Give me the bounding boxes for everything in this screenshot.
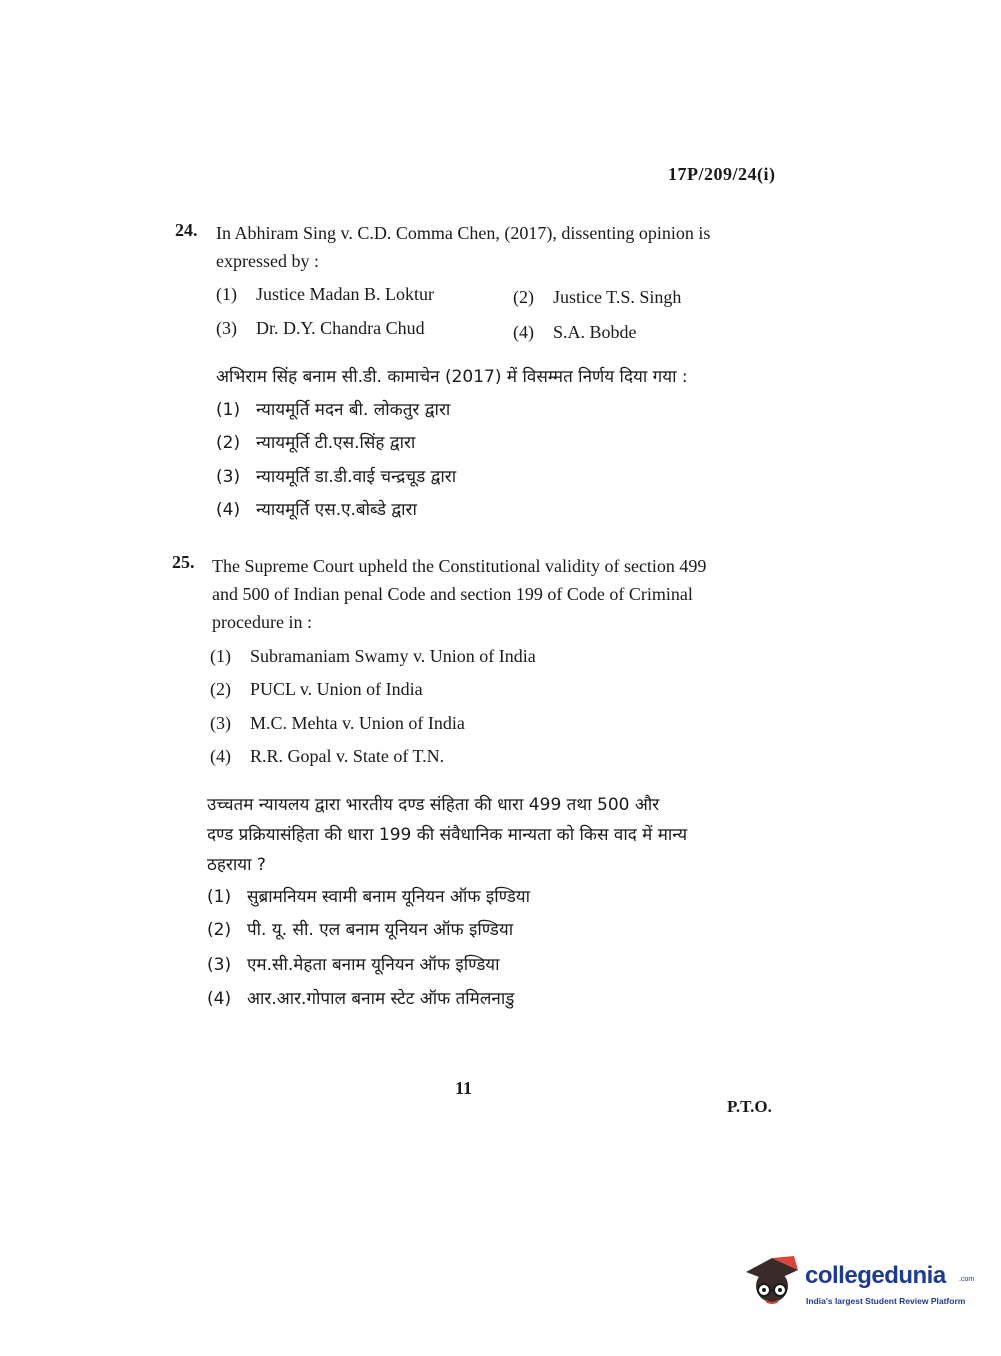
question-25-hindi-text: [207, 790, 807, 880]
question-25-hindi-option-2: (2) पी. यू. सी. एल बनाम यूनियन ऑफ इण्डिया: [207, 920, 514, 940]
question-25-line-2: and 500 of Indian penal Code and section 199 of Code of Criminal: [212, 584, 693, 604]
question-25-number: 25.: [172, 552, 195, 572]
question-25-option-3: (3) M.C. Mehta v. Union of India: [210, 713, 465, 733]
question-25-line-3: procedure in :: [212, 612, 312, 632]
question-24-hindi-text: अभिराम सिंह बनाम सी.डी. कामाचेन (2017) में विसम्मत निर्णय दिया गया :: [216, 367, 688, 387]
question-25-hindi-option-4: (4) आर.आर.गोपाल बनाम स्टेट ऑफ तमिलनाडु: [207, 989, 515, 1009]
question-24-option-3: (3) Dr. D.Y. Chandra Chud: [216, 318, 425, 338]
collegedunia-mascot-icon: [740, 1252, 804, 1310]
question-25-option-4: (4) R.R. Gopal v. State of T.N.: [210, 746, 445, 766]
question-25-hindi-option-1: (1) सुब्रामनियम स्वामी बनाम यूनियन ऑफ इण्डिया: [207, 887, 531, 907]
question-24-option-1: (1) Justice Madan B. Loktur: [216, 284, 434, 304]
question-24-hindi-option-4: (4) न्यायमूर्ति एस.ए.बोब्डे द्वारा: [216, 500, 417, 520]
question-25-option-1: (1) Subramaniam Swamy v. Union of India: [210, 646, 536, 666]
question-25-hindi-line-2: दण्ड प्रक्रियासंहिता की धारा 199 की संवैधानिक मान्यता को किस वाद में मान्य: [207, 825, 688, 845]
collegedunia-brand: collegedunia: [805, 1262, 946, 1289]
question-25-option-2: (2) PUCL v. Union of India: [210, 679, 423, 699]
question-25-hindi-line-1: उच्चतम न्यायलय द्वारा भारतीय दण्ड संहिता की धारा 499 तथा 500 और: [207, 795, 660, 815]
question-25-line-1: The Supreme Court upheld the Constitutional validity of section 499: [212, 556, 707, 576]
page-number: 11: [455, 1078, 473, 1098]
question-24-hindi-option-1: (1) न्यायमूर्ति मदन बी. लोकतुर द्वारा: [216, 400, 451, 420]
question-24-line-1: In Abhiram Sing v. C.D. Comma Chen, (2017), dissenting opinion is: [216, 223, 711, 243]
question-24-number: 24.: [175, 220, 198, 240]
question-25-hindi-line-3: ठहराया ?: [207, 855, 266, 875]
question-24-option-4: (4) S.A. Bobde: [513, 322, 637, 342]
question-24-hindi-option-2: (2) न्यायमूर्ति टी.एस.सिंह द्वारा: [216, 433, 416, 453]
question-24-line-2: expressed by :: [216, 251, 319, 271]
pto-label: P.T.O.: [727, 1097, 772, 1116]
collegedunia-tagline: India's largest Student Review Platform: [806, 1296, 966, 1306]
question-25-hindi-option-3: (3) एम.सी.मेहता बनाम यूनियन ऑफ इण्डिया: [207, 955, 500, 975]
question-24-option-2: (2) Justice T.S. Singh: [513, 287, 682, 307]
question-25-text: [212, 552, 812, 636]
collegedunia-domain-suffix: .com: [959, 1276, 975, 1283]
paper-code: 17P/209/24(i): [668, 164, 776, 184]
question-24-hindi-option-3: (3) न्यायमूर्ति डा.डी.वाई चन्द्रचूड द्वारा: [216, 467, 457, 487]
question-24-text: [216, 219, 816, 275]
